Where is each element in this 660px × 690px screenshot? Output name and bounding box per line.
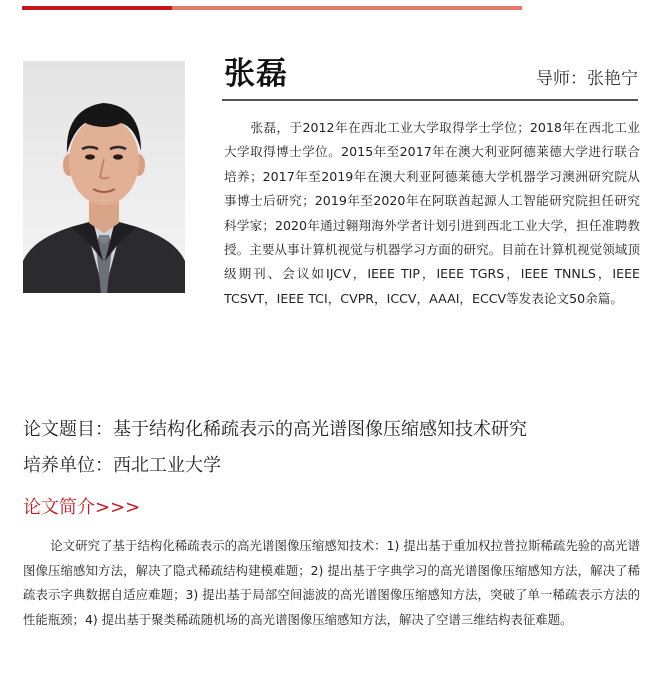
thesis-title: 论文题目：基于结构化稀疏表示的高光谱图像压缩感知技术研究 (23, 419, 527, 440)
abstract-paragraph: 论文研究了基于结构化稀疏表示的高光谱图像压缩感知技术：1) 提出基于重加权拉普拉斯稀疏先验的高光谱图像压缩感知方法，解决了隐式稀疏结构建模难题；2) 提出基于字典学习的高光谱图像压缩感知方法，解决了稀疏表示字典数据自适应难题；3) 提出基于局部空间滤波的高光谱图像压缩感知方法，突破了单一稀疏表示方法的性能瓶颈；4) 提出基于聚类稀疏随机场的高光谱图像压缩感知方法，解决了空谱三维结构表征难题。 (23, 538, 640, 627)
portrait-photo (23, 61, 185, 293)
accent-bar-dark (22, 6, 172, 10)
training-unit: 培养单位：西北工业大学 (23, 455, 221, 476)
name-divider (222, 99, 638, 101)
person-name: 张磊 (224, 56, 288, 92)
top-accent-bar (22, 6, 522, 10)
abstract-heading: 论文简介>>> (23, 497, 141, 518)
accent-bar-light (172, 6, 522, 10)
advisor-label: 导师：张艳宁 (536, 69, 638, 89)
biography-paragraph: 张磊，于2012年在西北工业大学取得学士学位；2018年在西北工业大学取得博士学位。2015年至2017年在澳大利亚阿德莱德大学进行联合培养；2017年至2019年在澳大利亚阿德莱德大学机器学习澳洲研究院从事博士后研究；2019年至2020年在阿联酋起源人工智能研究院担任研究科学家；2020年通过翱翔海外学者计划引进到西北工业大学，担任准聘教授。主要从事计算机视觉与机器学习方面的研究。目前在计算机视觉领域顶级期刊、会议如IJCV，IEEE TIP，IEEE TGRS，IEEE TNNLS，IEEE TCSVT，IEEE TCI，CVPR，ICCV，AAAI，ECCV等发表论文50余篇。 (224, 120, 640, 306)
